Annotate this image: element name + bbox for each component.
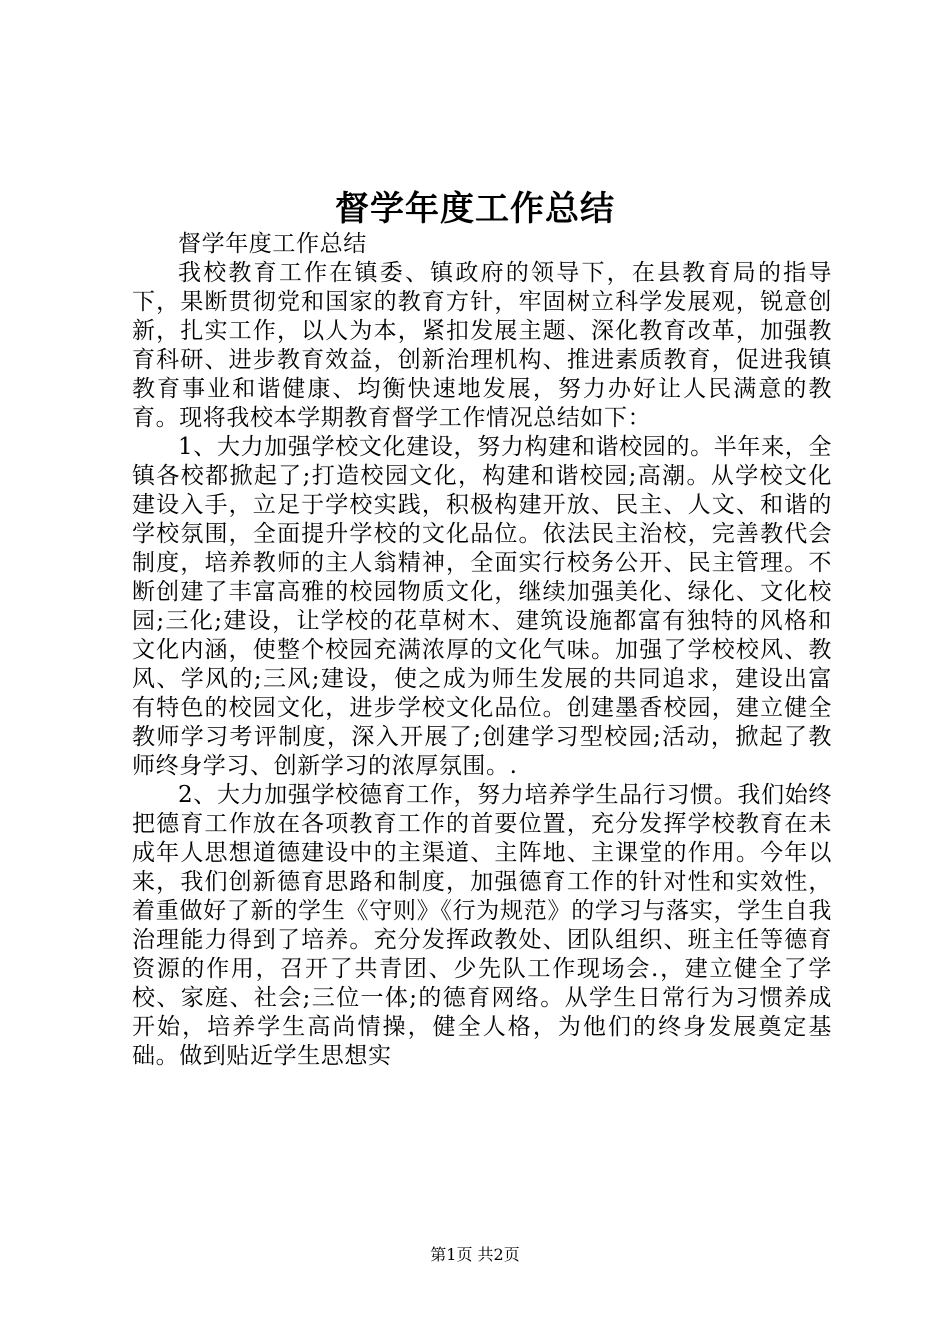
document-body [132, 230, 832, 1071]
paragraph-subtitle: 督学年度工作总结 [178, 231, 367, 257]
page-footer: 第1页 共2页 [430, 1245, 520, 1264]
paragraph-section-2: 2、大力加强学校德育工作，努力培养学生品行习惯。我们始终把德育工作放在各项教育工作的首要位置，充分发挥学校教育在未成年人思想道德建设中的主渠道、主阵地、主课堂的作用。今年以来，我们创新德育思路和制度，加强德育工作的针对性和实效性，着重做好了新的学生《守则》《行为规范》的学习与落实，学生自我治理能力得到了培养。充分发挥政教处、团队组织、班主任等德育资源的作用，召开了共青团、少先队工作现场会.，建立健全了学校、家庭、社会;三位一体;的德育网络。从学生日常行为习惯养成开始，培养学生高尚情操，健全人格，为他们的终身发展奠定基础。做到贴近学生思想实 [132, 782, 832, 1069]
paragraph-section-1: 1、大力加强学校文化建设，努力构建和谐校园的。半年来，全镇各校都掀起了;打造校园文化，构建和谐校园;高潮。从学校文化建设入手，立足于学校实践，积极构建开放、民主、人文、和谐的学校氛围，全面提升学校的文化品位。依法民主治校，完善教代会制度，培养教师的主人翁精神，全面实行校务公开、民主管理。不断创建了丰富高雅的校园物质文化，继续加强美化、绿化、文化校园;三化;建设，让学校的花草树木、建筑设施都富有独特的风格和文化内涵，使整个校园充满浓厚的文化气味。加强了学校校风、教风、学风的;三风;建设，使之成为师生发展的共同追求，建设出富有特色的校园文化，进步学校文化品位。创建墨香校园，建立健全教师学习考评制度，深入开展了;创建学习型校园;活动，掀起了教师终身学习、创新学习的浓厚氛围。. [132, 434, 832, 779]
paragraph-intro: 我校教育工作在镇委、镇政府的领导下，在县教育局的指导下，果断贯彻党和国家的教育方针，牢固树立科学发展观，锐意创新，扎实工作，以人为本，紧扣发展主题、深化教育改革，加强教育科研、进步教育效益，创新治理机构、推进素质教育，促进我镇教育事业和谐健康、均衡快速地发展，努力办好让人民满意的教育。现将我校本学期教育督学工作情况总结如下： [132, 260, 832, 431]
document-title: 督学年度工作总结 [335, 189, 615, 229]
